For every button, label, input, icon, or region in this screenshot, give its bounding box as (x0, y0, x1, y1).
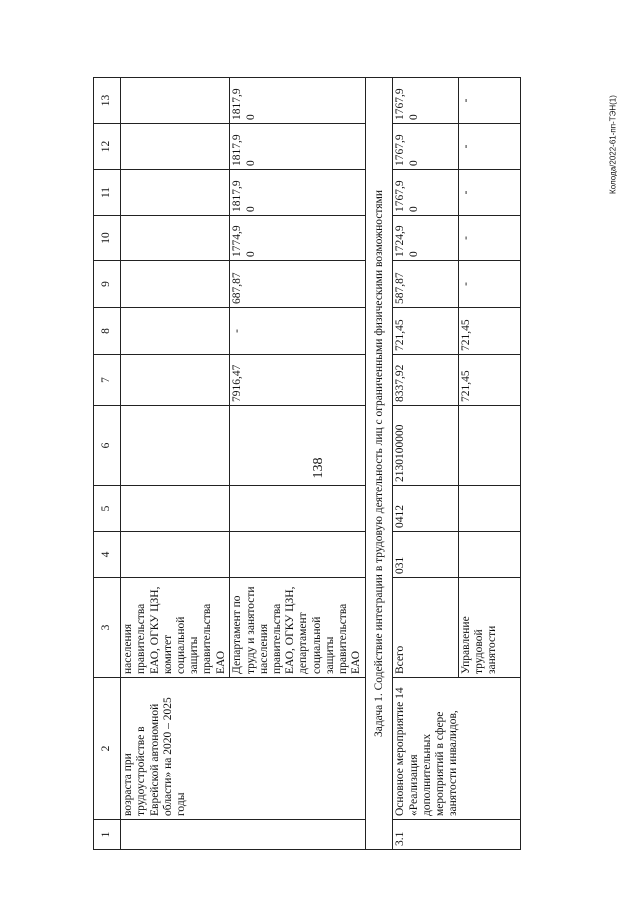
header-cell: 2 (94, 678, 121, 820)
header-cell: 5 (94, 486, 121, 532)
table-cell (121, 216, 230, 261)
table-cell (230, 486, 366, 532)
program-table (93, 77, 521, 850)
value-cell: 1767,9 0 (393, 78, 458, 124)
value-cell: - (458, 261, 520, 308)
value-cell: 1817,9 0 (230, 78, 366, 124)
value-cell: 721,45 (393, 308, 458, 355)
value-cell: 8337,92 (393, 355, 458, 406)
table-cell (121, 308, 230, 355)
header-row (94, 78, 121, 850)
page-number: 138 (311, 457, 326, 479)
value-cell: 687,87 (230, 261, 366, 308)
code-cell: 2130100000 (393, 406, 458, 486)
program-name-cell: возраста при трудоустройстве в Еврейской автономной области» на 2020 – 2025 годы (121, 678, 366, 820)
task-heading: Задача 1. Содействие интеграции в трудовую деятельность лиц с ограниченными физическими возможностями (366, 78, 393, 850)
header-cell: 6 (94, 406, 121, 486)
code-cell: 0412 (393, 486, 458, 532)
value-cell: 587,87 (393, 261, 458, 308)
table-cell (121, 124, 230, 170)
rotated-table-container (93, 78, 521, 850)
value-cell: 721,45 (458, 308, 520, 355)
code-cell: 031 (393, 532, 458, 578)
header-cell: 8 (94, 308, 121, 355)
row-number: 3.1 (393, 820, 521, 850)
table-cell (458, 486, 520, 532)
table-cell (230, 532, 366, 578)
executor-cell: населения правительства ЕАО, ОГКУ ЦЗН, комитет социальной защиты правительства ЕАО (121, 578, 230, 678)
value-cell: - (458, 124, 520, 170)
table-row (121, 78, 230, 850)
header-cell: 9 (94, 261, 121, 308)
measure-name-cell: Основное мероприятие 14 «Реализация дополнительных мероприятий в сфере занятости инвалидов, (393, 678, 521, 820)
table-cell (121, 820, 366, 850)
value-cell: 721,45 (458, 355, 520, 406)
value-cell: 1767,9 0 (393, 124, 458, 170)
header-cell: 4 (94, 532, 121, 578)
header-cell: 13 (94, 78, 121, 124)
value-cell: 1767,9 0 (393, 170, 458, 216)
table-cell (230, 406, 366, 486)
table-cell (121, 355, 230, 406)
value-cell: 1817,9 0 (230, 124, 366, 170)
table-cell (458, 406, 520, 486)
header-cell: 12 (94, 124, 121, 170)
header-cell: 10 (94, 216, 121, 261)
table-cell (121, 532, 230, 578)
executor-cell: Управление трудовой занятости (458, 578, 520, 678)
document-code: Колода/2022-61-пп-ТЭН(1) (608, 95, 618, 194)
table-cell (121, 170, 230, 216)
value-cell: - (458, 216, 520, 261)
value-cell: 1774,9 0 (230, 216, 366, 261)
value-cell: 1817,9 0 (230, 170, 366, 216)
value-cell: - (458, 78, 520, 124)
table-cell (121, 78, 230, 124)
executor-cell: Всего (393, 578, 458, 678)
value-cell: 7916,47 (230, 355, 366, 406)
table-cell (121, 486, 230, 532)
task-row (366, 78, 393, 850)
header-cell: 3 (94, 578, 121, 678)
header-cell: 1 (94, 820, 121, 850)
table-row (393, 78, 458, 850)
value-cell: 1724,9 0 (393, 216, 458, 261)
value-cell: - (458, 170, 520, 216)
executor-cell: Департамент по труду и занятости населения правительства ЕАО, ОГКУ ЦЗН, департамент социальной защиты правительства ЕАО (230, 578, 366, 678)
header-cell: 11 (94, 170, 121, 216)
table-cell (458, 532, 520, 578)
table-cell (121, 406, 230, 486)
table-cell (121, 261, 230, 308)
header-cell: 7 (94, 355, 121, 406)
value-cell: - (230, 308, 366, 355)
